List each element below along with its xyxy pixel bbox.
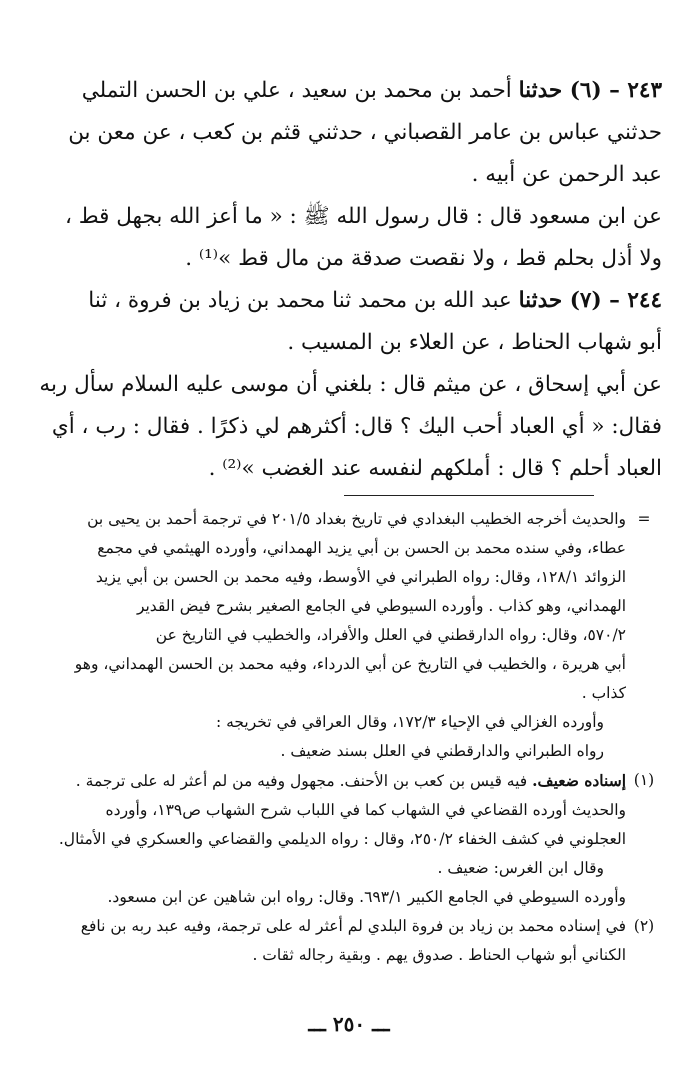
footnote-line: في إسناده محمد بن زياد بن فروة البلدي لم أعثر له على ترجمة، وفيه عبد ربه بن نافع [80, 917, 626, 935]
hadith-244-number: ٢٤٤ – (٧) حدثنا [518, 288, 662, 313]
footnote-2 [28, 912, 662, 970]
hadith-244-line-3: عن أبي إسحاق ، عن ميثم قال : بلغني أن موسى عليه السلام سأل ربه [39, 372, 662, 397]
footnote-line: وأورده السيوطي في الجامع الكبير ٦٩٣/١. وقال: رواه ابن شاهين عن ابن مسعود. [107, 888, 626, 906]
hadith-243-line-2: حدثني عباس بن عامر القصباني ، حدثني قثم بن كعب ، عن معن بن [68, 120, 662, 145]
footnote-mark: (١) [633, 771, 655, 789]
footnote-line [28, 766, 626, 796]
footnote-line: أبي هريرة ، والخطيب في التاريخ عن أبي الدرداء، وفيه محمد بن الحسن الهمداني، وهو [74, 655, 626, 673]
footnote-line: والحديث أخرجه الخطيب البغدادي في تاريخ بغداد ٢٠١/٥ في ترجمة أحمد بن يحيى بن [87, 510, 626, 528]
footnote-1 [28, 766, 662, 912]
footnote-continuation [28, 505, 662, 766]
footnote-1-lead: إسناده ضعيف. [532, 771, 626, 790]
hadith-244-line-4: فقال: « أي العباد أحب اليك ؟ قال: أكثرهم لي ذكرًا . فقال : رب ، أي [51, 414, 662, 439]
footnote-line: الكناني أبو شهاب الحناط . صدوق يهم . وبقية رجاله ثقات . [252, 946, 626, 964]
hadith-244-line-1-text: عبد الله بن محمد ثنا محمد بن زياد بن فروة ، ثنا [88, 288, 519, 313]
footnote-mark: = [637, 510, 651, 528]
hadith-243-line-5: ولا أذل بحلم قط ، ولا نقصت صدقة من مال قط »⁽¹⁾ . [185, 246, 662, 271]
page-number: ـــ ٢٥٠ ـــ [308, 1012, 390, 1036]
hadith-244-line-5: العباد أحلم ؟ قال : أملكهم لنفسه عند الغضب »⁽²⁾ . [208, 456, 662, 481]
footnote-1-first-rest: فيه قيس بن كعب بن الأحنف. مجهول وفيه من لم أعثر له على ترجمة . [75, 772, 533, 790]
footnote-line: كذاب . [581, 684, 626, 702]
hadith-243-line-3: عبد الرحمن عن أبيه . [471, 162, 662, 187]
footnote-line: العجلوني في كشف الخفاء ٢٥٠/٢، وقال : رواه الديلمي والقضاعي والعسكري في الأمثال. [58, 830, 626, 848]
footnote-line: والحديث أورده القضاعي في الشهاب كما في اللباب شرح الشهاب ص١٣٩، وأورده [105, 801, 626, 819]
hadith-243-line-1 [28, 70, 662, 112]
footnote-line: الهمداني، وهو كذاب . وأورده السيوطي في الجامع الصغير بشرح فيض القدير [136, 597, 626, 615]
footnote-line: وقال ابن الغرس: ضعيف . [437, 859, 604, 877]
footnote-separator [344, 495, 594, 496]
footnote-line: ٥٧٠/٢، وقال: رواه الدارقطني في العلل والأفراد، والخطيب في التاريخ عن [155, 626, 626, 644]
footnote-line: عطاء، وفي سنده محمد بن الحسن بن أبي يزيد الهمداني، وأورده الهيثمي في مجمع [97, 539, 626, 557]
footnote-mark: (٢) [633, 917, 655, 935]
hadith-244-line-1 [28, 280, 662, 322]
footnote-line: رواه الطبراني والدارقطني في العلل بسند ضعيف . [280, 742, 604, 760]
hadith-243-number: ٢٤٣ – (٦) حدثنا [518, 78, 662, 103]
hadith-243-line-1-text: أحمد بن محمد بن سعيد ، علي بن الحسن التملي [81, 78, 519, 103]
main-text [28, 70, 662, 490]
hadith-244-line-2: أبو شهاب الحناط ، عن العلاء بن المسيب . [287, 330, 662, 355]
footnotes [28, 505, 662, 970]
hadith-243-line-4: عن ابن مسعود قال : قال رسول الله ﷺ : « ما أعز الله بجهل قط ، [64, 204, 662, 229]
footnote-line: وأورده الغزالي في الإحياء ١٧٢/٣، وقال العراقي في تخريجه : [215, 713, 604, 731]
footnote-line: الزوائد ١٢٨/١، وقال: رواه الطبراني في الأوسط، وفيه محمد بن الحسن بن أبي يزيد [95, 568, 626, 586]
